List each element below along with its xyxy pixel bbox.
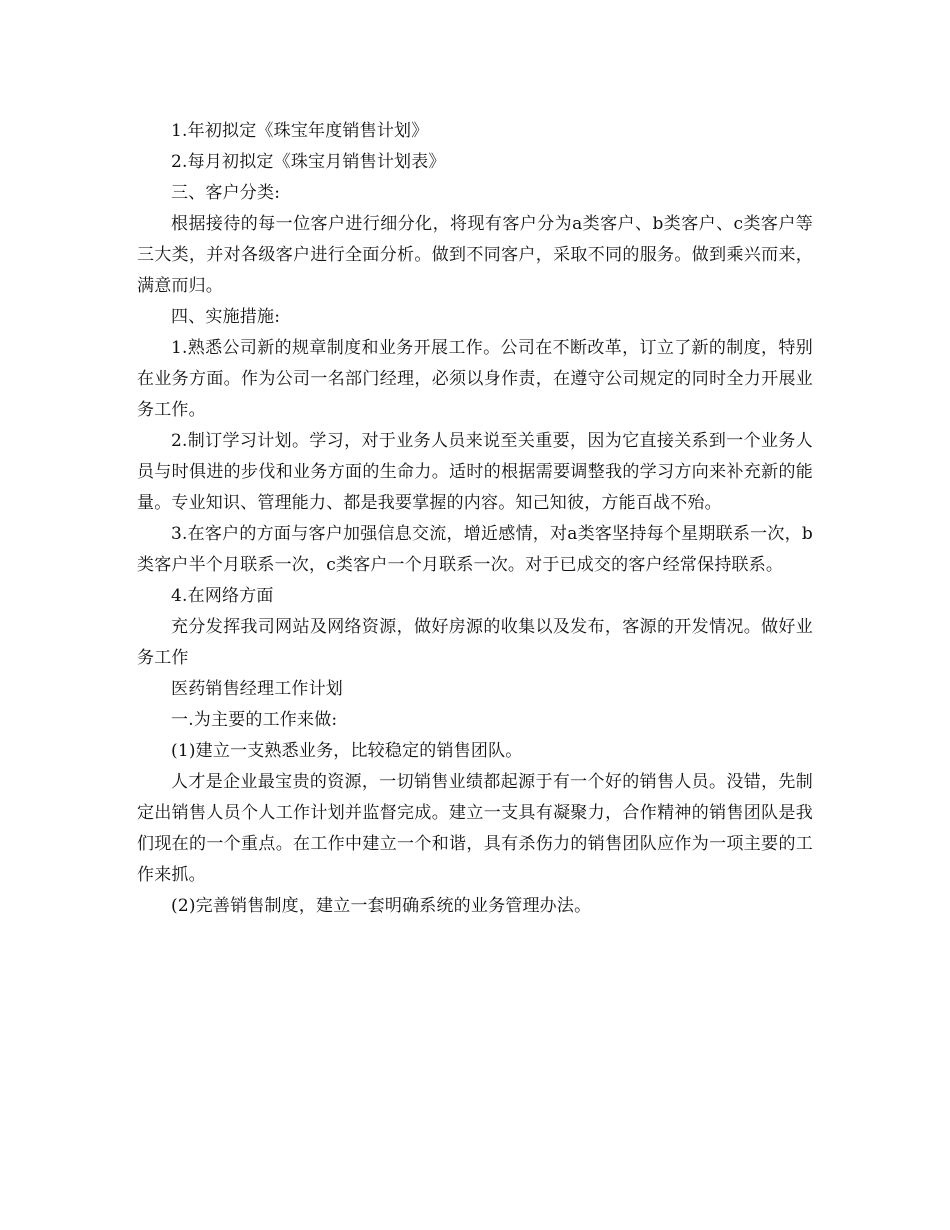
paragraph-annual-plan: 1.年初拟定《珠宝年度销售计划》 — [171, 121, 429, 141]
paragraph-item-1: (1)建立一支熟悉业务，比较稳定的销售团队。 — [171, 741, 523, 761]
section-heading-customer-classification: 三、客户分类: — [171, 183, 281, 203]
document-body — [137, 116, 813, 922]
paragraph-monthly-plan: 2.每月初拟定《珠宝月销售计划表》 — [171, 152, 446, 172]
paragraph-measure-4-heading: 4.在网络方面 — [171, 586, 274, 606]
paragraph-measure-2: 2.制订学习计划。学习，对于业务人员来说至关重要，因为它直接关系到一个业务人员与时俱进的步伐和业务方面的生命力。适时的根据需要调整我的学习方向来补充新的能量。专业知识、管理能力、都是我要掌握的内容。知己知彼，方能百战不殆。 — [137, 431, 813, 513]
section-title-pharma-plan: 医药销售经理工作计划 — [171, 679, 343, 699]
paragraph-talent: 人才是企业最宝贵的资源，一切销售业绩都起源于有一个好的销售人员。没错，先制定出销售人员个人工作计划并监督完成。建立一支具有凝聚力，合作精神的销售团队是我们现在的一个重点。在工作中建立一个和谐，具有杀伤力的销售团队应作为一项主要的工作来抓。 — [137, 772, 813, 885]
paragraph-customer-classification: 根据接待的每一位客户进行细分化，将现有客户分为a类客户、b类客户、c类客户等三大类，并对各级客户进行全面分析。做到不同客户，采取不同的服务。做到乘兴而来，满意而归。 — [137, 214, 813, 296]
paragraph-measure-3: 3.在客户的方面与客户加强信息交流，增近感情，对a类客坚持每个星期联系一次，b类客户半个月联系一次，c类客户一个月联系一次。对于已成交的客户经常保持联系。 — [137, 524, 813, 575]
section-heading-implementation: 四、实施措施: — [171, 307, 281, 327]
paragraph-network-resources: 充分发挥我司网站及网络资源，做好房源的收集以及发布，客源的开发情况。做好业务工作 — [137, 617, 813, 668]
paragraph-measure-1: 1.熟悉公司新的规章制度和业务开展工作。公司在不断改革，订立了新的制度，特别在业务方面。作为公司一名部门经理，必须以身作责，在遵守公司规定的同时全力开展业务工作。 — [137, 338, 813, 420]
section-heading-main-work: 一.为主要的工作来做: — [171, 710, 338, 730]
paragraph-item-2: (2)完善销售制度，建立一套明确系统的业务管理办法。 — [171, 896, 592, 916]
